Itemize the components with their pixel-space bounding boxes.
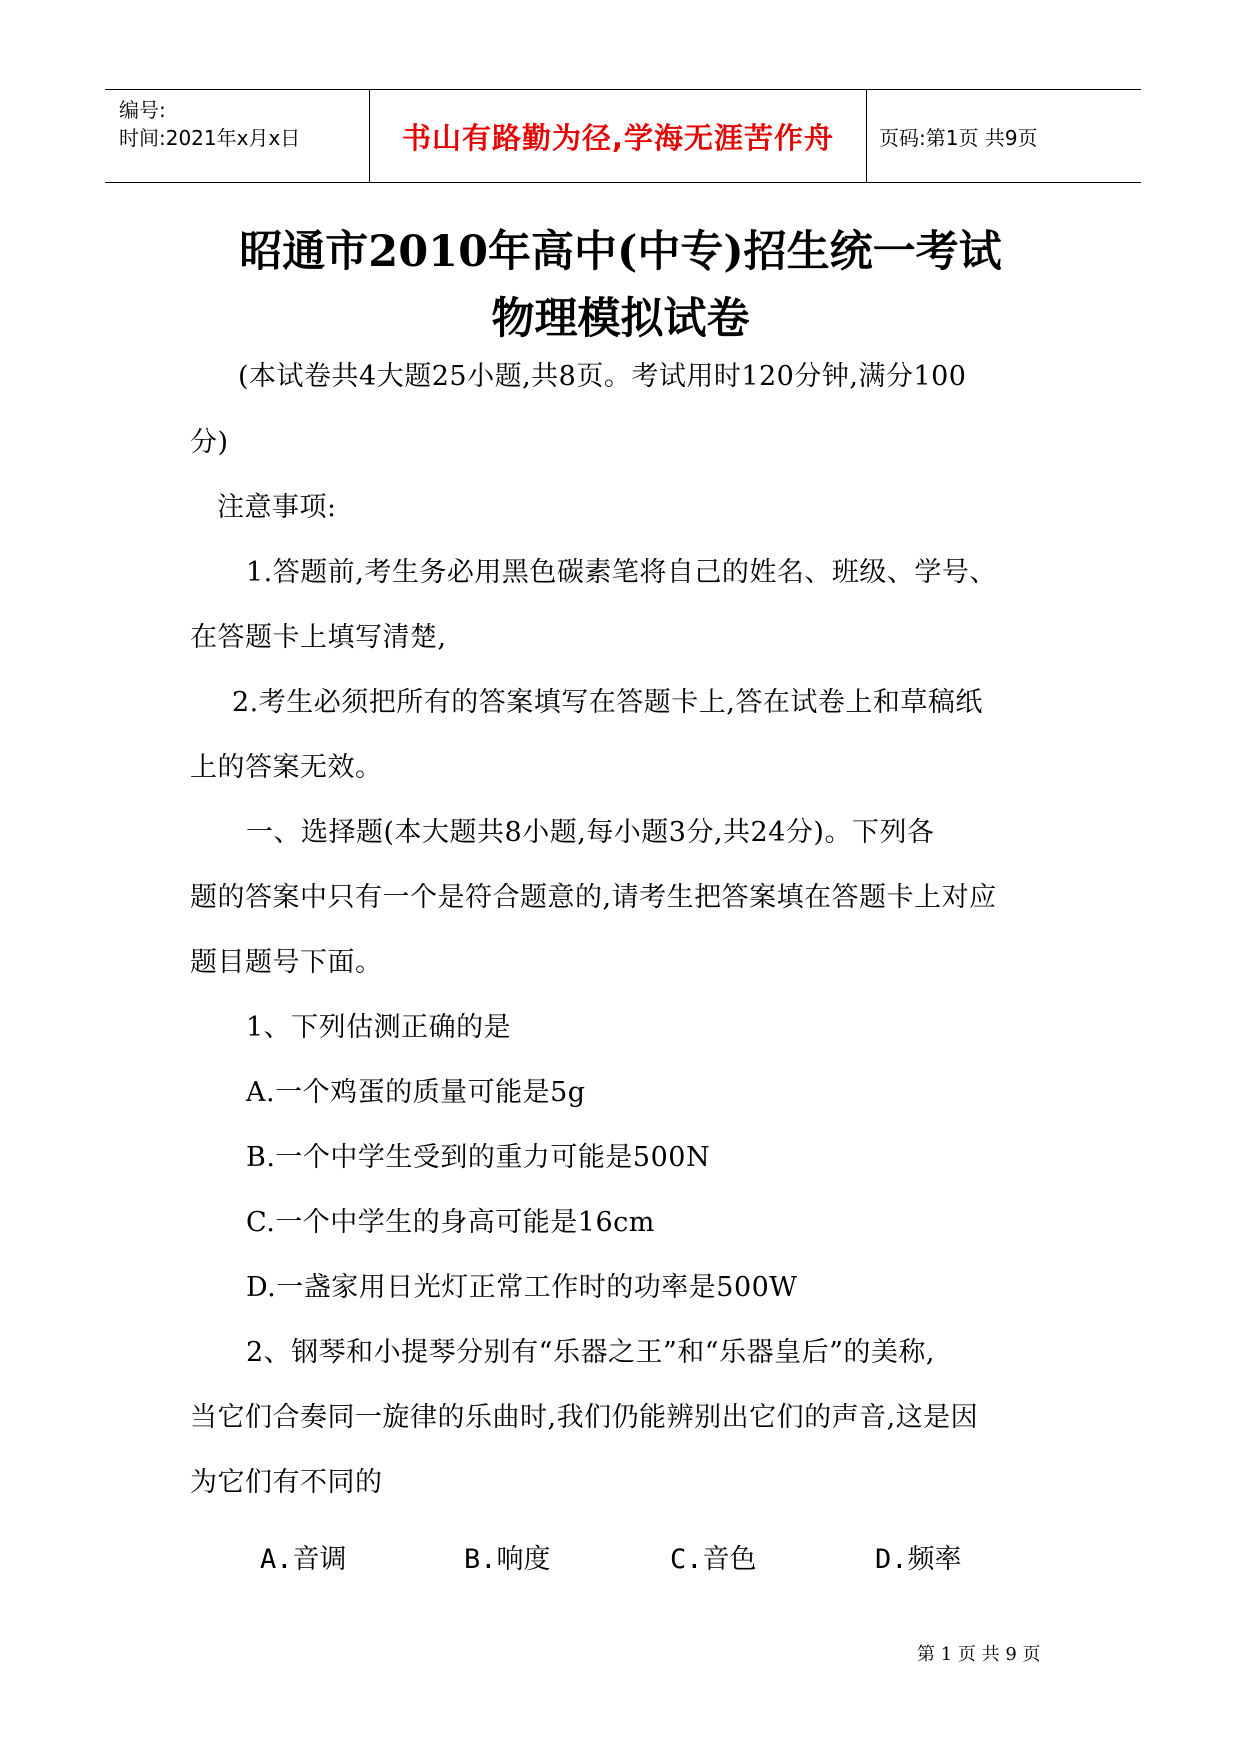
question-2-option-b: B.响度 bbox=[464, 1544, 551, 1575]
question-2-option-d: D.频率 bbox=[875, 1544, 962, 1575]
header-time-label: 时间:2021年x月x日 bbox=[119, 126, 301, 150]
question-2-option-c: C.音色 bbox=[670, 1544, 757, 1575]
intro-line-2: 分) bbox=[190, 427, 229, 458]
page-header bbox=[105, 89, 1141, 183]
question-2-line-1: 2、钢琴和小提琴分别有“乐器之王”和“乐器皇后”的美称, bbox=[246, 1337, 935, 1368]
note-2-line-1: 2.考生必须把所有的答案填写在答题卡上,答在试卷上和草稿纸 bbox=[232, 687, 983, 718]
note-2-line-2: 上的答案无效。 bbox=[190, 752, 383, 783]
note-1-line-1: 1.答题前,考生务必用黑色碳素笔将自己的姓名、班级、学号、 bbox=[246, 557, 997, 588]
question-1-option-b: B.一个中学生受到的重力可能是500N bbox=[246, 1142, 711, 1173]
question-1-option-c: C.一个中学生的身高可能是16cm bbox=[246, 1207, 655, 1238]
note-1-line-2: 在答题卡上填写清楚, bbox=[190, 622, 447, 653]
header-motto: 书山有路勤为径,学海无涯苦作舟 bbox=[401, 120, 835, 155]
question-2-line-2: 当它们合奏同一旋律的乐曲时,我们仍能辨别出它们的声音,这是因 bbox=[190, 1402, 979, 1433]
page-footer: 第 1 页 共 9 页 bbox=[917, 1644, 1041, 1665]
question-2-option-a: A.音调 bbox=[260, 1544, 347, 1575]
question-1-option-a: A.一个鸡蛋的质量可能是5g bbox=[246, 1077, 586, 1108]
section-1-line-2: 题的答案中只有一个是符合题意的,请考生把答案填在答题卡上对应 bbox=[190, 882, 997, 913]
header-motto-cell bbox=[370, 90, 867, 182]
header-page-code: 页码:第1页 共9页 bbox=[879, 125, 1038, 150]
exam-subtitle: 物理模拟试卷 bbox=[491, 294, 750, 344]
notes-heading: 注意事项: bbox=[217, 492, 337, 523]
intro-line-1: (本试卷共4大题25小题,共8页。考试用时120分钟,满分100 bbox=[238, 361, 967, 392]
header-meta bbox=[105, 90, 370, 182]
section-1-line-3: 题目题号下面。 bbox=[190, 947, 383, 978]
question-1-stem: 1、下列估测正确的是 bbox=[246, 1012, 512, 1043]
section-1-line-1: 一、选择题(本大题共8小题,每小题3分,共24分)。下列各 bbox=[246, 817, 935, 848]
exam-title: 昭通市2010年高中(中专)招生统一考试 bbox=[239, 227, 1002, 277]
header-number-label: 编号: bbox=[119, 98, 166, 122]
question-2-line-3: 为它们有不同的 bbox=[190, 1467, 383, 1498]
question-1-option-d: D.一盏家用日光灯正常工作时的功率是500W bbox=[246, 1272, 798, 1303]
